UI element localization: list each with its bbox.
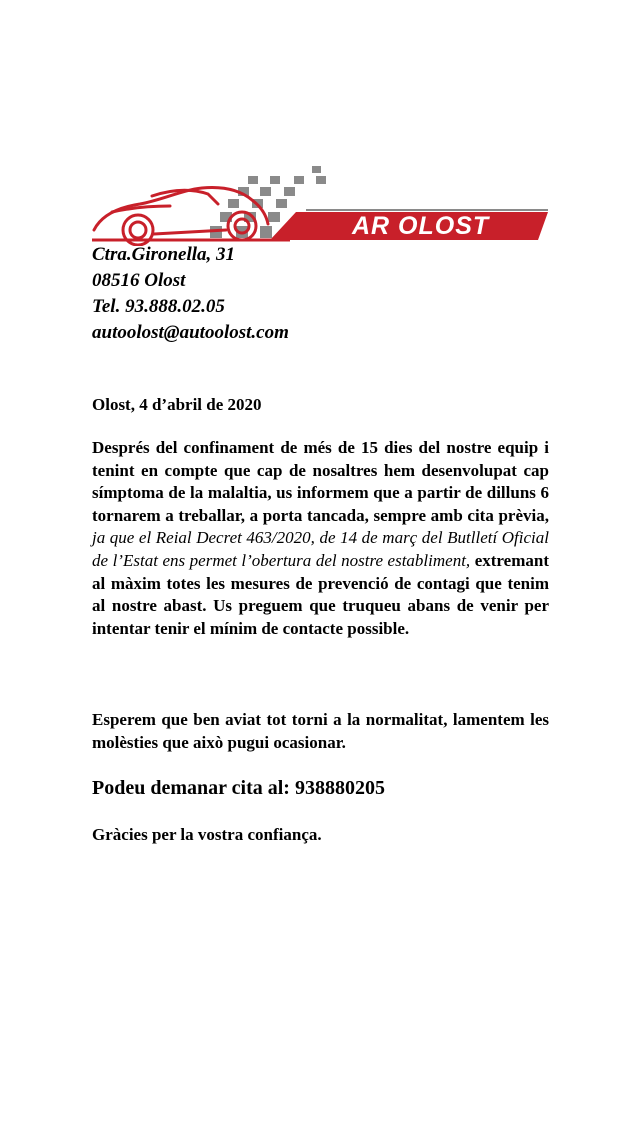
paragraph-italic-part: ja que el Reial Decret 463/2020, de 14 de març del Butlletí Oficial de l’Estat ens permet l’obertura del nostre establiment, [92, 528, 549, 570]
brand-name-text: AR OLOST [352, 212, 490, 240]
paragraph-bold-part-2: extremant al màxim totes les mesures de prevenció de contagi que tenim al nostre abast. Us preguem que truqueu abans de venir per intentar tenir el mínim de contacte possible. [92, 550, 549, 638]
letter-date: Olost, 4 d’abril de 2020 [92, 395, 262, 414]
car-logo-graphic [90, 160, 550, 246]
email-address[interactable]: autoolost@autoolost.com [92, 322, 289, 343]
company-logo [90, 160, 550, 246]
appointment-phone-line: Podeu demanar cita al: 938880205 [92, 777, 385, 799]
letter-second-paragraph: Esperem que ben aviat tot torni a la normalitat, lamentem les molèsties que això pugui ocasionar. [92, 710, 549, 752]
postal-code-city: 08516 Olost [92, 270, 186, 291]
letter-body-paragraph [92, 437, 549, 640]
paragraph-bold-part-1: Després del confinament de més de 15 dies del nostre equip i tenint en compte que cap de nosaltres hem desenvolupat cap símptoma de la malaltia, us informem que a partir de dilluns 6 tornarem a treballar, a porta tancada, sempre amb cita prèvia, [92, 438, 549, 525]
brand-banner [270, 210, 548, 240]
phone-number: Tel. 93.888.02.05 [92, 296, 225, 317]
street-address: Ctra.Gironella, 31 [92, 244, 236, 265]
address-block [92, 242, 552, 346]
thanks-line: Gràcies per la vostra confiança. [92, 825, 322, 844]
